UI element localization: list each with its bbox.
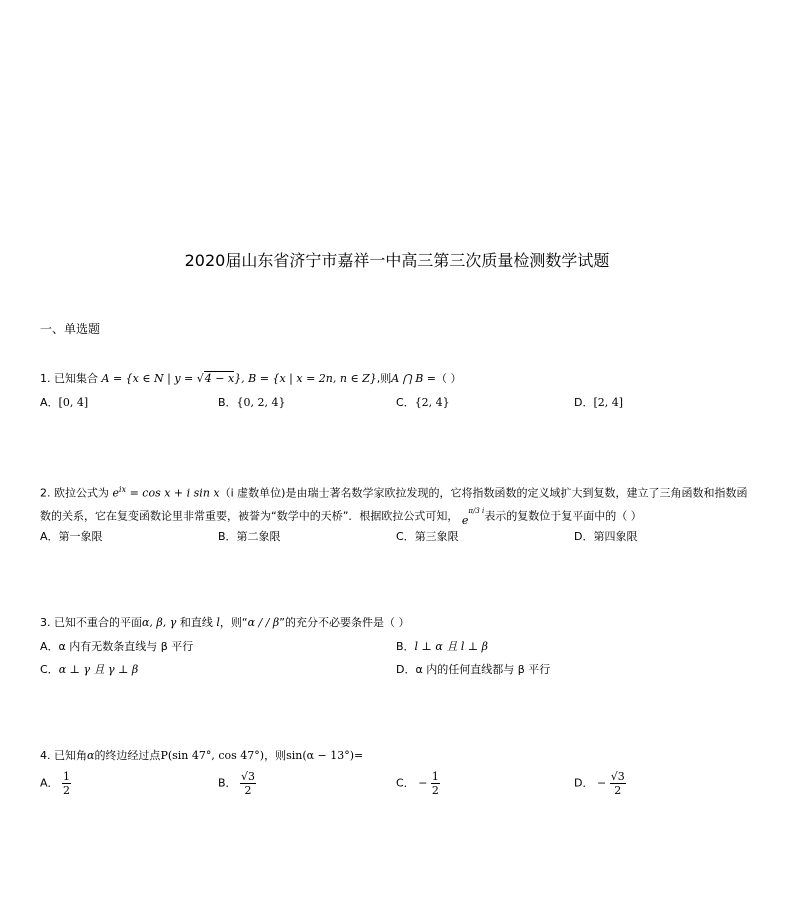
option-c xyxy=(396,530,459,544)
option-value: {2, 4} xyxy=(414,396,450,409)
option-d xyxy=(574,770,626,797)
euler-formula-rhs: = cos x + i sin x xyxy=(126,486,220,500)
option-label: C． xyxy=(40,663,59,676)
fraction-denominator: 2 xyxy=(244,784,252,797)
question-number: 4. xyxy=(40,749,51,762)
option-value: α 内的任何直线都与 β 平行 xyxy=(415,663,551,676)
option-label: A． xyxy=(40,530,59,543)
fraction-denominator: 2 xyxy=(431,784,439,797)
option-label: D． xyxy=(574,530,594,543)
question-1-stem xyxy=(40,372,462,386)
option-label: B． xyxy=(218,396,237,409)
section-heading: 一、单选题 xyxy=(40,322,101,336)
question-text: ，则 xyxy=(264,749,287,762)
question-text: 数的关系，它在复变函数论里非常重要，被誉为“数学中的天桥”．根据欧拉公式可知， xyxy=(40,509,459,523)
option-value: 第三象限 xyxy=(414,530,459,543)
fraction xyxy=(610,770,626,797)
fraction xyxy=(431,770,440,797)
option-b xyxy=(396,640,488,654)
question-text: 的终边经过点 xyxy=(94,749,161,762)
target-expression: sin(α − 13°)= xyxy=(286,749,364,762)
fraction xyxy=(62,770,71,797)
option-label: C． xyxy=(396,530,415,543)
question-2-stem-line-2 xyxy=(40,506,642,527)
option-value: {0, 2, 4} xyxy=(236,396,286,409)
option-c xyxy=(396,396,450,410)
point-expression: P(sin 47°, cos 47°) xyxy=(160,749,265,762)
question-text: 已知不重合的平面 xyxy=(54,616,142,629)
fraction-numerator: 1 xyxy=(63,770,71,783)
question-number: 1. xyxy=(40,372,51,385)
question-text: ，则“ xyxy=(219,616,248,629)
line-symbol: l xyxy=(216,616,220,629)
option-c xyxy=(396,770,440,797)
option-value: 第四象限 xyxy=(593,530,638,543)
exponential-power: π/3 i xyxy=(468,507,485,515)
option-b xyxy=(218,770,256,797)
option-d xyxy=(574,530,637,544)
option-label: B． xyxy=(396,640,415,653)
option-b xyxy=(218,396,286,410)
option-label: D． xyxy=(574,776,594,790)
question-2-stem-line-1 xyxy=(40,483,747,501)
question-number: 3. xyxy=(40,616,51,629)
option-sign: − xyxy=(418,776,428,790)
question-text: （i 虚数单位)是由瑞士著名数学家欧拉发现的，它将指数函数的定义域扩大到复数，建立了三角函数和指数函 xyxy=(219,486,748,500)
exponential-base: e xyxy=(461,513,469,527)
question-4-stem xyxy=(40,749,363,763)
option-c xyxy=(40,663,138,677)
fraction-numerator: √3 xyxy=(610,770,625,783)
option-b xyxy=(218,530,281,544)
question-3-stem xyxy=(40,616,410,630)
question-text: 欧拉公式为 xyxy=(54,486,109,500)
set-a-expression: A = {x ∈ N | y = xyxy=(101,372,197,385)
option-label: B． xyxy=(218,776,237,790)
euler-formula-exponent: ix xyxy=(119,485,127,494)
option-label: C． xyxy=(396,396,415,409)
option-label: D． xyxy=(574,396,594,409)
alpha-symbol: α xyxy=(87,749,95,762)
option-d xyxy=(396,663,550,677)
option-label: A． xyxy=(40,396,59,409)
sqrt-symbol: √ xyxy=(196,372,204,385)
parallel-condition: α / / β xyxy=(247,616,280,629)
option-value: [0, 4] xyxy=(58,396,89,409)
option-label: D． xyxy=(396,663,416,676)
option-a xyxy=(40,396,88,410)
option-value: l ⊥ α 且 l ⊥ β xyxy=(414,640,489,653)
question-number: 2. xyxy=(40,486,51,500)
fraction xyxy=(240,770,256,797)
planes-expression: α, β, γ xyxy=(142,616,177,629)
question-text: ,则 xyxy=(376,372,392,385)
sqrt-radicand: 4 − x xyxy=(204,372,235,385)
option-a xyxy=(40,640,193,654)
option-sign: − xyxy=(596,776,607,790)
fraction-denominator: 2 xyxy=(63,784,71,797)
option-d xyxy=(574,396,623,410)
fraction-numerator: √3 xyxy=(241,770,256,783)
question-text: 和直线 xyxy=(176,616,213,629)
answer-paren: （ ） xyxy=(436,372,462,385)
question-text: ”的充分不必要条件是（ ） xyxy=(279,616,410,629)
fraction-denominator: 2 xyxy=(614,784,622,797)
option-value: [2, 4] xyxy=(593,396,624,409)
option-a xyxy=(40,770,71,797)
intersection-expression: A ⋂ B = xyxy=(391,372,436,385)
option-label: C． xyxy=(396,776,415,790)
option-value: α 内有无数条直线与 β 平行 xyxy=(58,640,194,653)
option-value: α ⊥ γ 且 γ ⊥ β xyxy=(58,663,139,676)
document-title: 2020届山东省济宁市嘉祥一中高三第三次质量检测数学试题 xyxy=(184,251,610,270)
euler-formula-base: e xyxy=(112,486,120,500)
option-value: 第一象限 xyxy=(58,530,103,543)
option-label: A． xyxy=(40,776,59,790)
question-text: 已知角 xyxy=(54,749,87,762)
option-label: A． xyxy=(40,640,59,653)
fraction-numerator: 1 xyxy=(431,770,439,783)
option-label: B． xyxy=(218,530,237,543)
question-text: 已知集合 xyxy=(54,372,98,385)
set-b-expression: }, B = {x | x = 2n, n ∈ Z} xyxy=(234,372,377,385)
option-value: 第二象限 xyxy=(236,530,281,543)
question-text: 表示的复数位于复平面中的（ ） xyxy=(484,509,642,523)
option-a xyxy=(40,530,103,544)
